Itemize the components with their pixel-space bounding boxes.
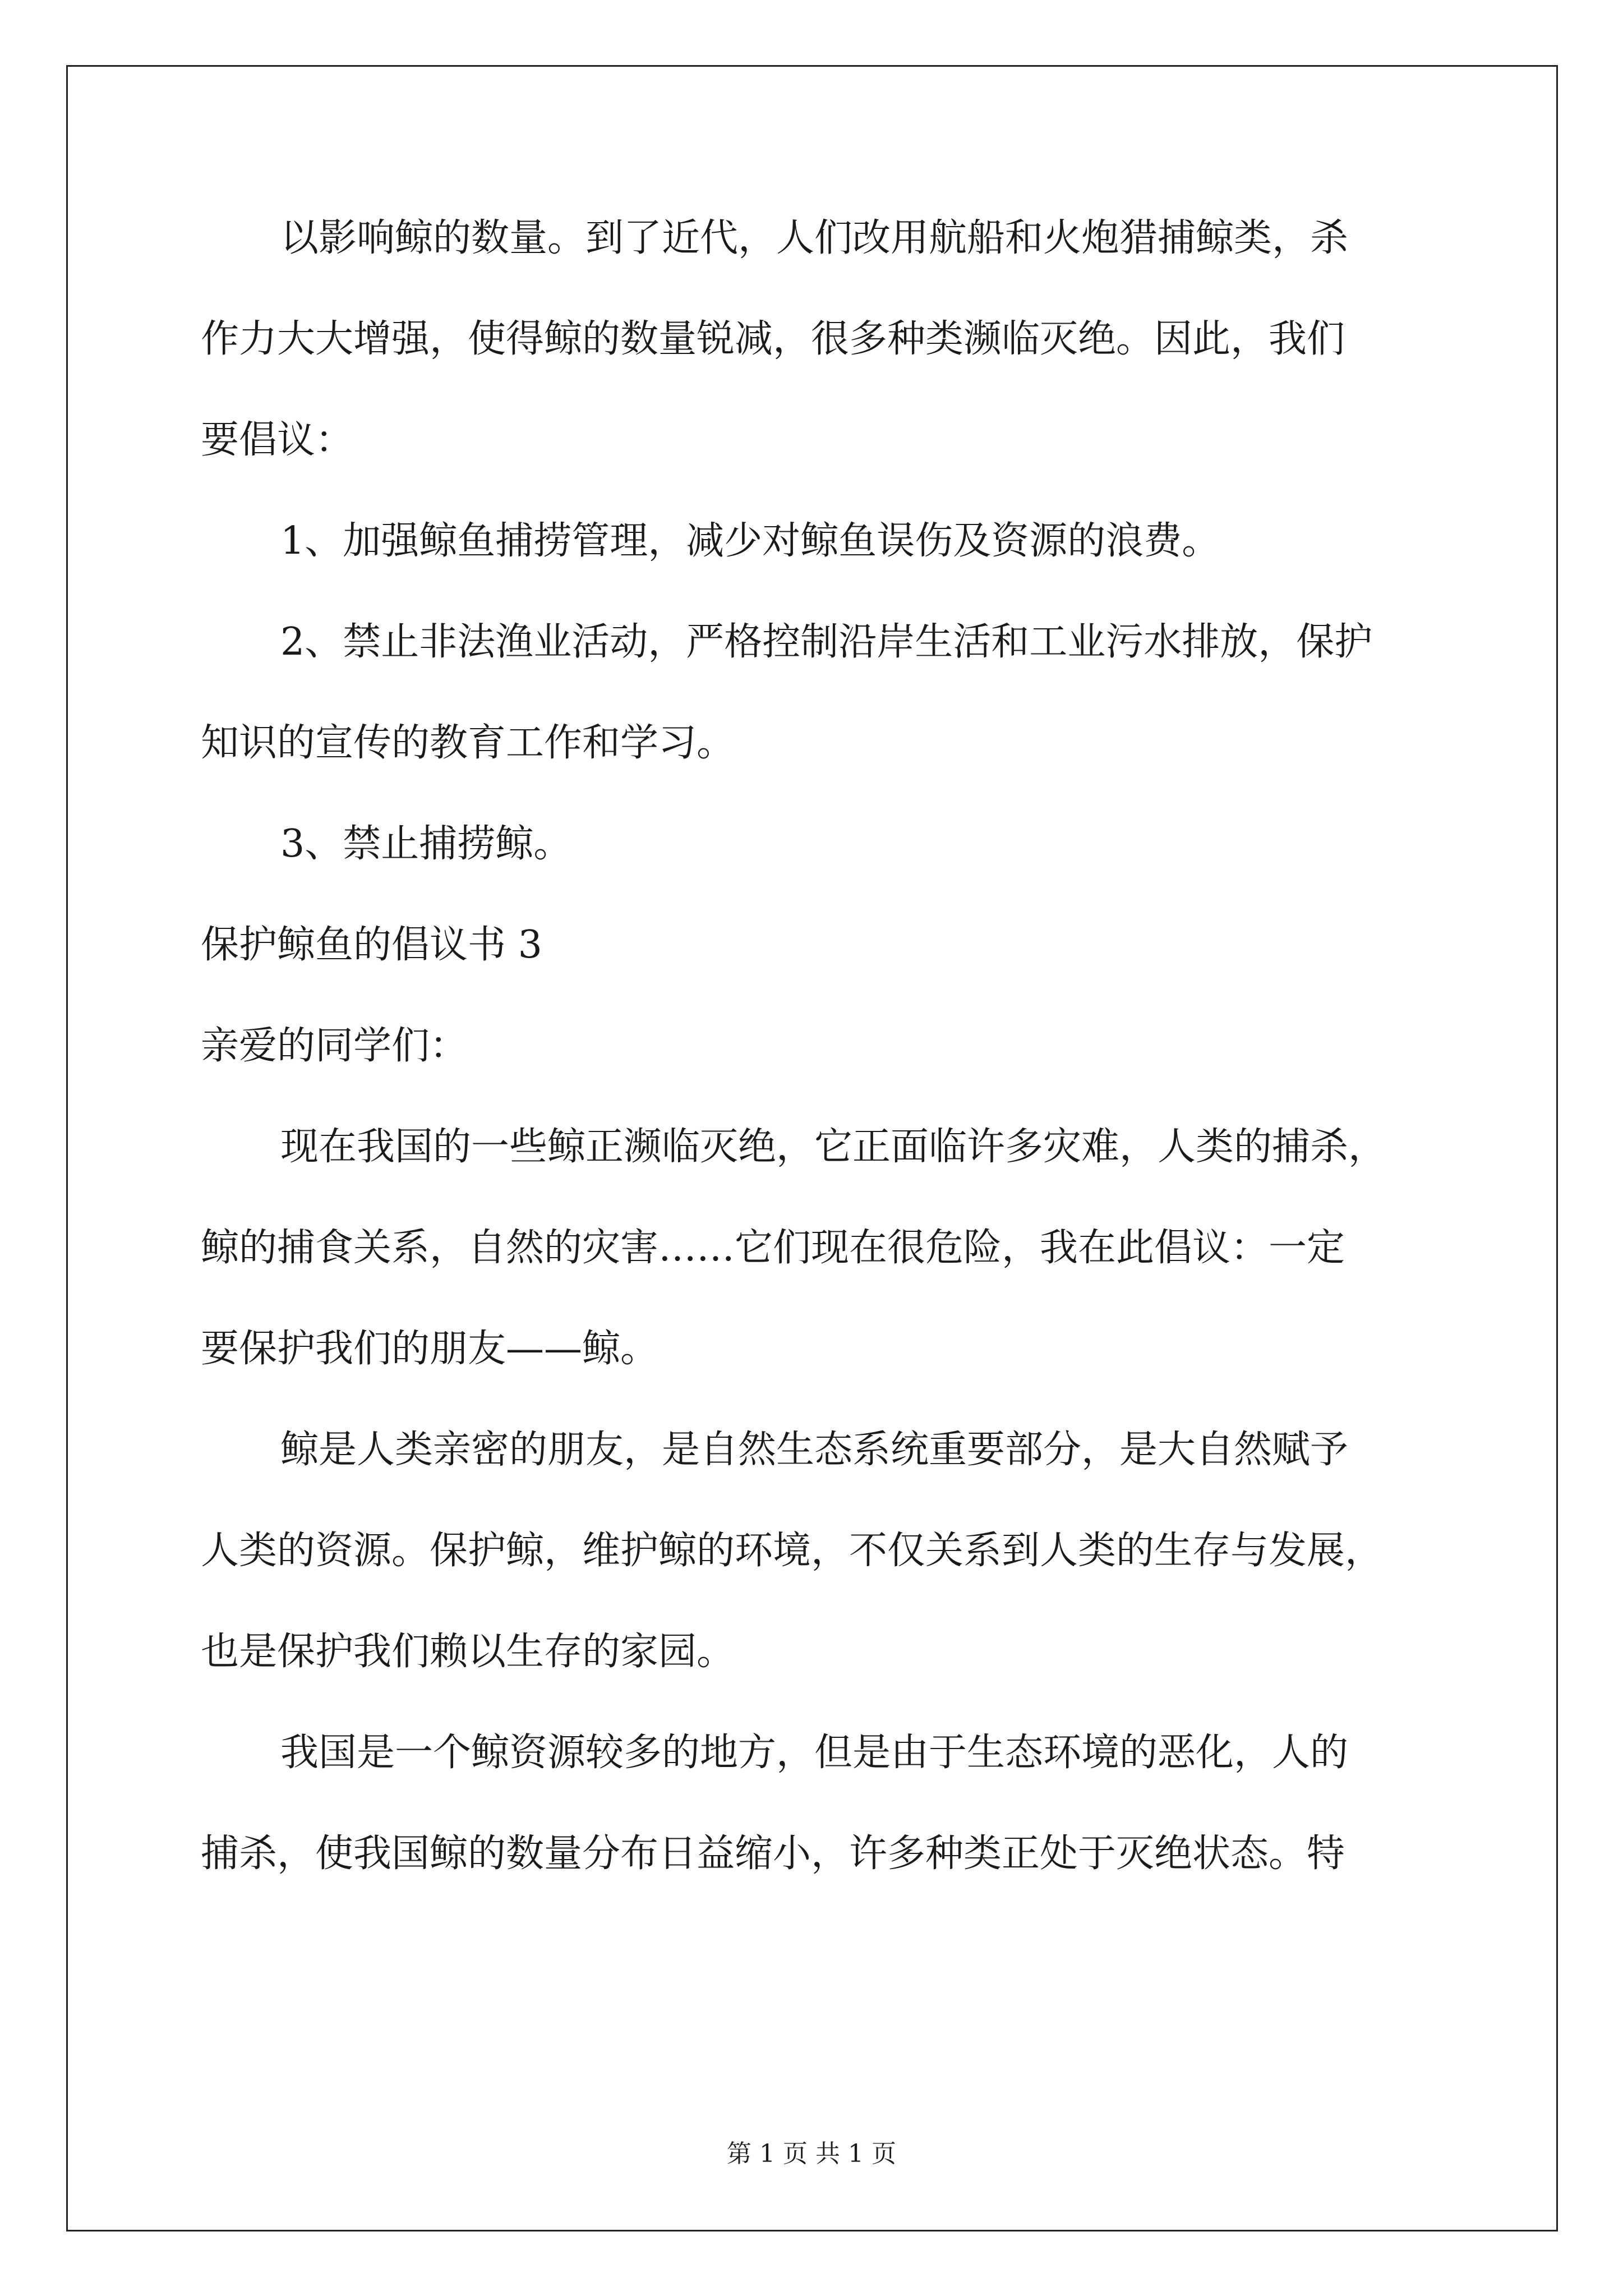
paragraph-line: 要保护我们的朋友——鲸。 [201,1327,659,1371]
list-item-2: 2、禁止非法渔业活动，严格控制沿岸生活和工业污水排放，保护 [280,620,1373,664]
page-footer: 第 1 页 共 1 页 [727,2139,896,2168]
section-heading: 保护鲸鱼的倡议书 3 [201,923,542,967]
paragraph-line: 现在我国的一些鲸正濒临灭绝，它正面临许多灾难，人类的捕杀， [280,1125,1387,1169]
paragraph-line: 捕杀，使我国鲸的数量分布日益缩小，许多种类正处于灭绝状态。特 [201,1832,1345,1876]
paragraph-line: 人类的资源。保护鲸，维护鲸的环境，不仅关系到人类的生存与发展， [201,1529,1384,1573]
paragraph-line: 以影响鲸的数量。到了近代，人们改用航船和火炮猎捕鲸类，杀 [280,216,1349,260]
paragraph-line: 知识的宣传的教育工作和学习。 [201,721,735,765]
paragraph-line: 也是保护我们赖以生存的家园。 [201,1630,735,1674]
salutation: 亲爱的同学们： [201,1024,468,1068]
paragraph-line: 要倡议： [201,418,354,462]
list-item-3: 3、禁止捕捞鲸。 [280,822,572,866]
paragraph-line: 鲸的捕食关系，自然的灾害……它们现在很危险，我在此倡议：一定 [201,1226,1345,1270]
paragraph-line: 作力大大增强，使得鲸的数量锐减，很多种类濒临灭绝。因此，我们 [201,317,1345,361]
list-item-1: 1、加强鲸鱼捕捞管理，减少对鲸鱼误伤及资源的浪费。 [280,519,1220,563]
paragraph-line: 我国是一个鲸资源较多的地方，但是由于生态环境的恶化，人的 [280,1731,1349,1775]
paragraph-line: 鲸是人类亲密的朋友，是自然生态系统重要部分，是大自然赋予 [280,1428,1349,1472]
